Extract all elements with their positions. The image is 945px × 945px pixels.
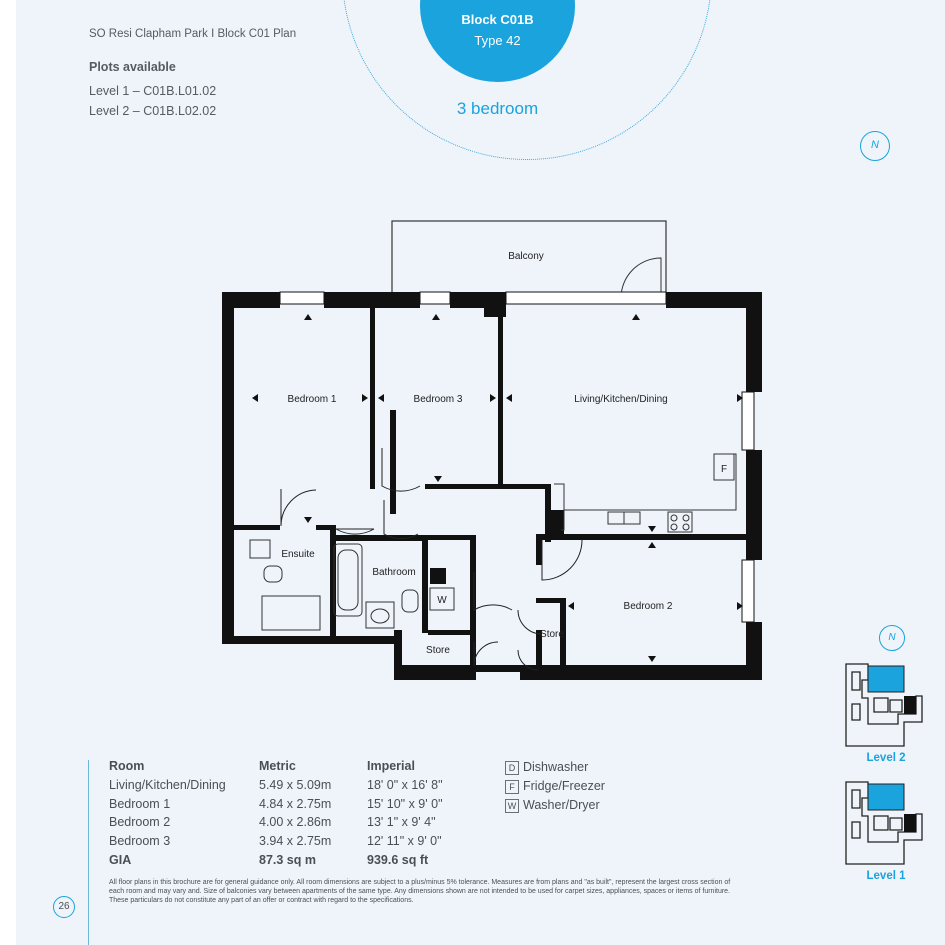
key-item	[505, 779, 605, 794]
table-cell: Bedroom 2	[109, 815, 171, 829]
fridge-mark: F	[720, 464, 728, 475]
floor-plan	[216, 210, 776, 690]
bedroom-count: 3 bedroom	[456, 99, 539, 118]
key-plan-level-2	[838, 660, 934, 750]
kitchen-units	[554, 454, 736, 532]
living-label: Living/Kitchen/Dining	[574, 394, 668, 405]
key-item	[505, 760, 588, 775]
table-header-room: Room	[109, 759, 145, 773]
table-cell: Bedroom 1	[109, 797, 171, 811]
brochure-page	[16, 0, 945, 945]
table-cell: 5.49 x 5.09m	[259, 778, 332, 792]
key-plan-level-2-label: Level 2	[866, 752, 906, 764]
breadcrumb: SO Resi Clapham Park I Block C01 Plan	[89, 28, 297, 40]
windows	[280, 292, 754, 622]
store-label: Store	[540, 629, 564, 640]
table-cell: 15' 10" x 9' 0"	[367, 797, 443, 811]
store-label: Store	[426, 645, 450, 656]
bathroom-label: Bathroom	[372, 567, 416, 578]
table-cell: Living/Kitchen/Dining	[109, 778, 226, 792]
balcony-label: Balcony	[508, 251, 544, 262]
key-label: Dishwasher	[523, 760, 589, 774]
table-cell: 4.00 x 2.86m	[259, 815, 332, 829]
north-compass-icon: N	[860, 131, 890, 161]
block-type: Type 42	[474, 33, 521, 48]
gia-imperial: 939.6 sq ft	[367, 853, 429, 867]
bedroom1-label: Bedroom 1	[287, 394, 337, 405]
dishwasher-key-icon: D	[505, 761, 519, 775]
block-name: Block C01B	[461, 12, 534, 27]
divider-line	[88, 760, 89, 945]
disclaimer-text: All floor plans in this brochure are for general guidance only. All room dimensions are subject to a plus/minus 5% tolerance. Measures are from plans and "as built", represent the largest cross section of each room and may vary and. Size of balconies vary between apartments of the same type. Any dimensions shown are not intended to be used for carpet sizes, appliances, spaces or items of furniture. These particulars do not constitute any part of an offer or contract with regard to the specifications.	[109, 879, 731, 904]
plot-item: Level 2 – C01B.L02.02	[89, 104, 217, 118]
table-cell: Bedroom 3	[109, 834, 171, 848]
table-header-imperial: Imperial	[367, 759, 415, 773]
page-number: 26	[53, 896, 75, 918]
washer-mark: W	[437, 595, 447, 606]
north-compass-icon: N	[879, 625, 905, 651]
plot-item: Level 1 – C01B.L01.02	[89, 84, 217, 98]
table-cell: 18' 0" x 16' 8"	[367, 778, 443, 792]
gia-label: GIA	[109, 853, 132, 867]
table-cell: 3.94 x 2.75m	[259, 834, 332, 848]
key-plan-level-1	[838, 778, 934, 868]
washer-key-icon: W	[505, 799, 519, 813]
gia-metric: 87.3 sq m	[259, 853, 316, 867]
table-cell: 13' 1" x 9' 4"	[367, 815, 436, 829]
bedroom2-label: Bedroom 2	[623, 601, 673, 612]
key-label: Fridge/Freezer	[523, 779, 605, 793]
key-item	[505, 798, 600, 813]
table-header-metric: Metric	[259, 759, 296, 773]
ensuite-label: Ensuite	[281, 549, 315, 560]
table-cell: 12' 11" x 9' 0"	[367, 834, 442, 848]
bedroom3-label: Bedroom 3	[413, 394, 463, 405]
key-label: Washer/Dryer	[523, 798, 600, 812]
table-cell: 4.84 x 2.75m	[259, 797, 332, 811]
plots-heading: Plots available	[89, 60, 176, 74]
key-plan-level-1-label: Level 1	[866, 870, 906, 882]
fridge-key-icon: F	[505, 780, 519, 794]
